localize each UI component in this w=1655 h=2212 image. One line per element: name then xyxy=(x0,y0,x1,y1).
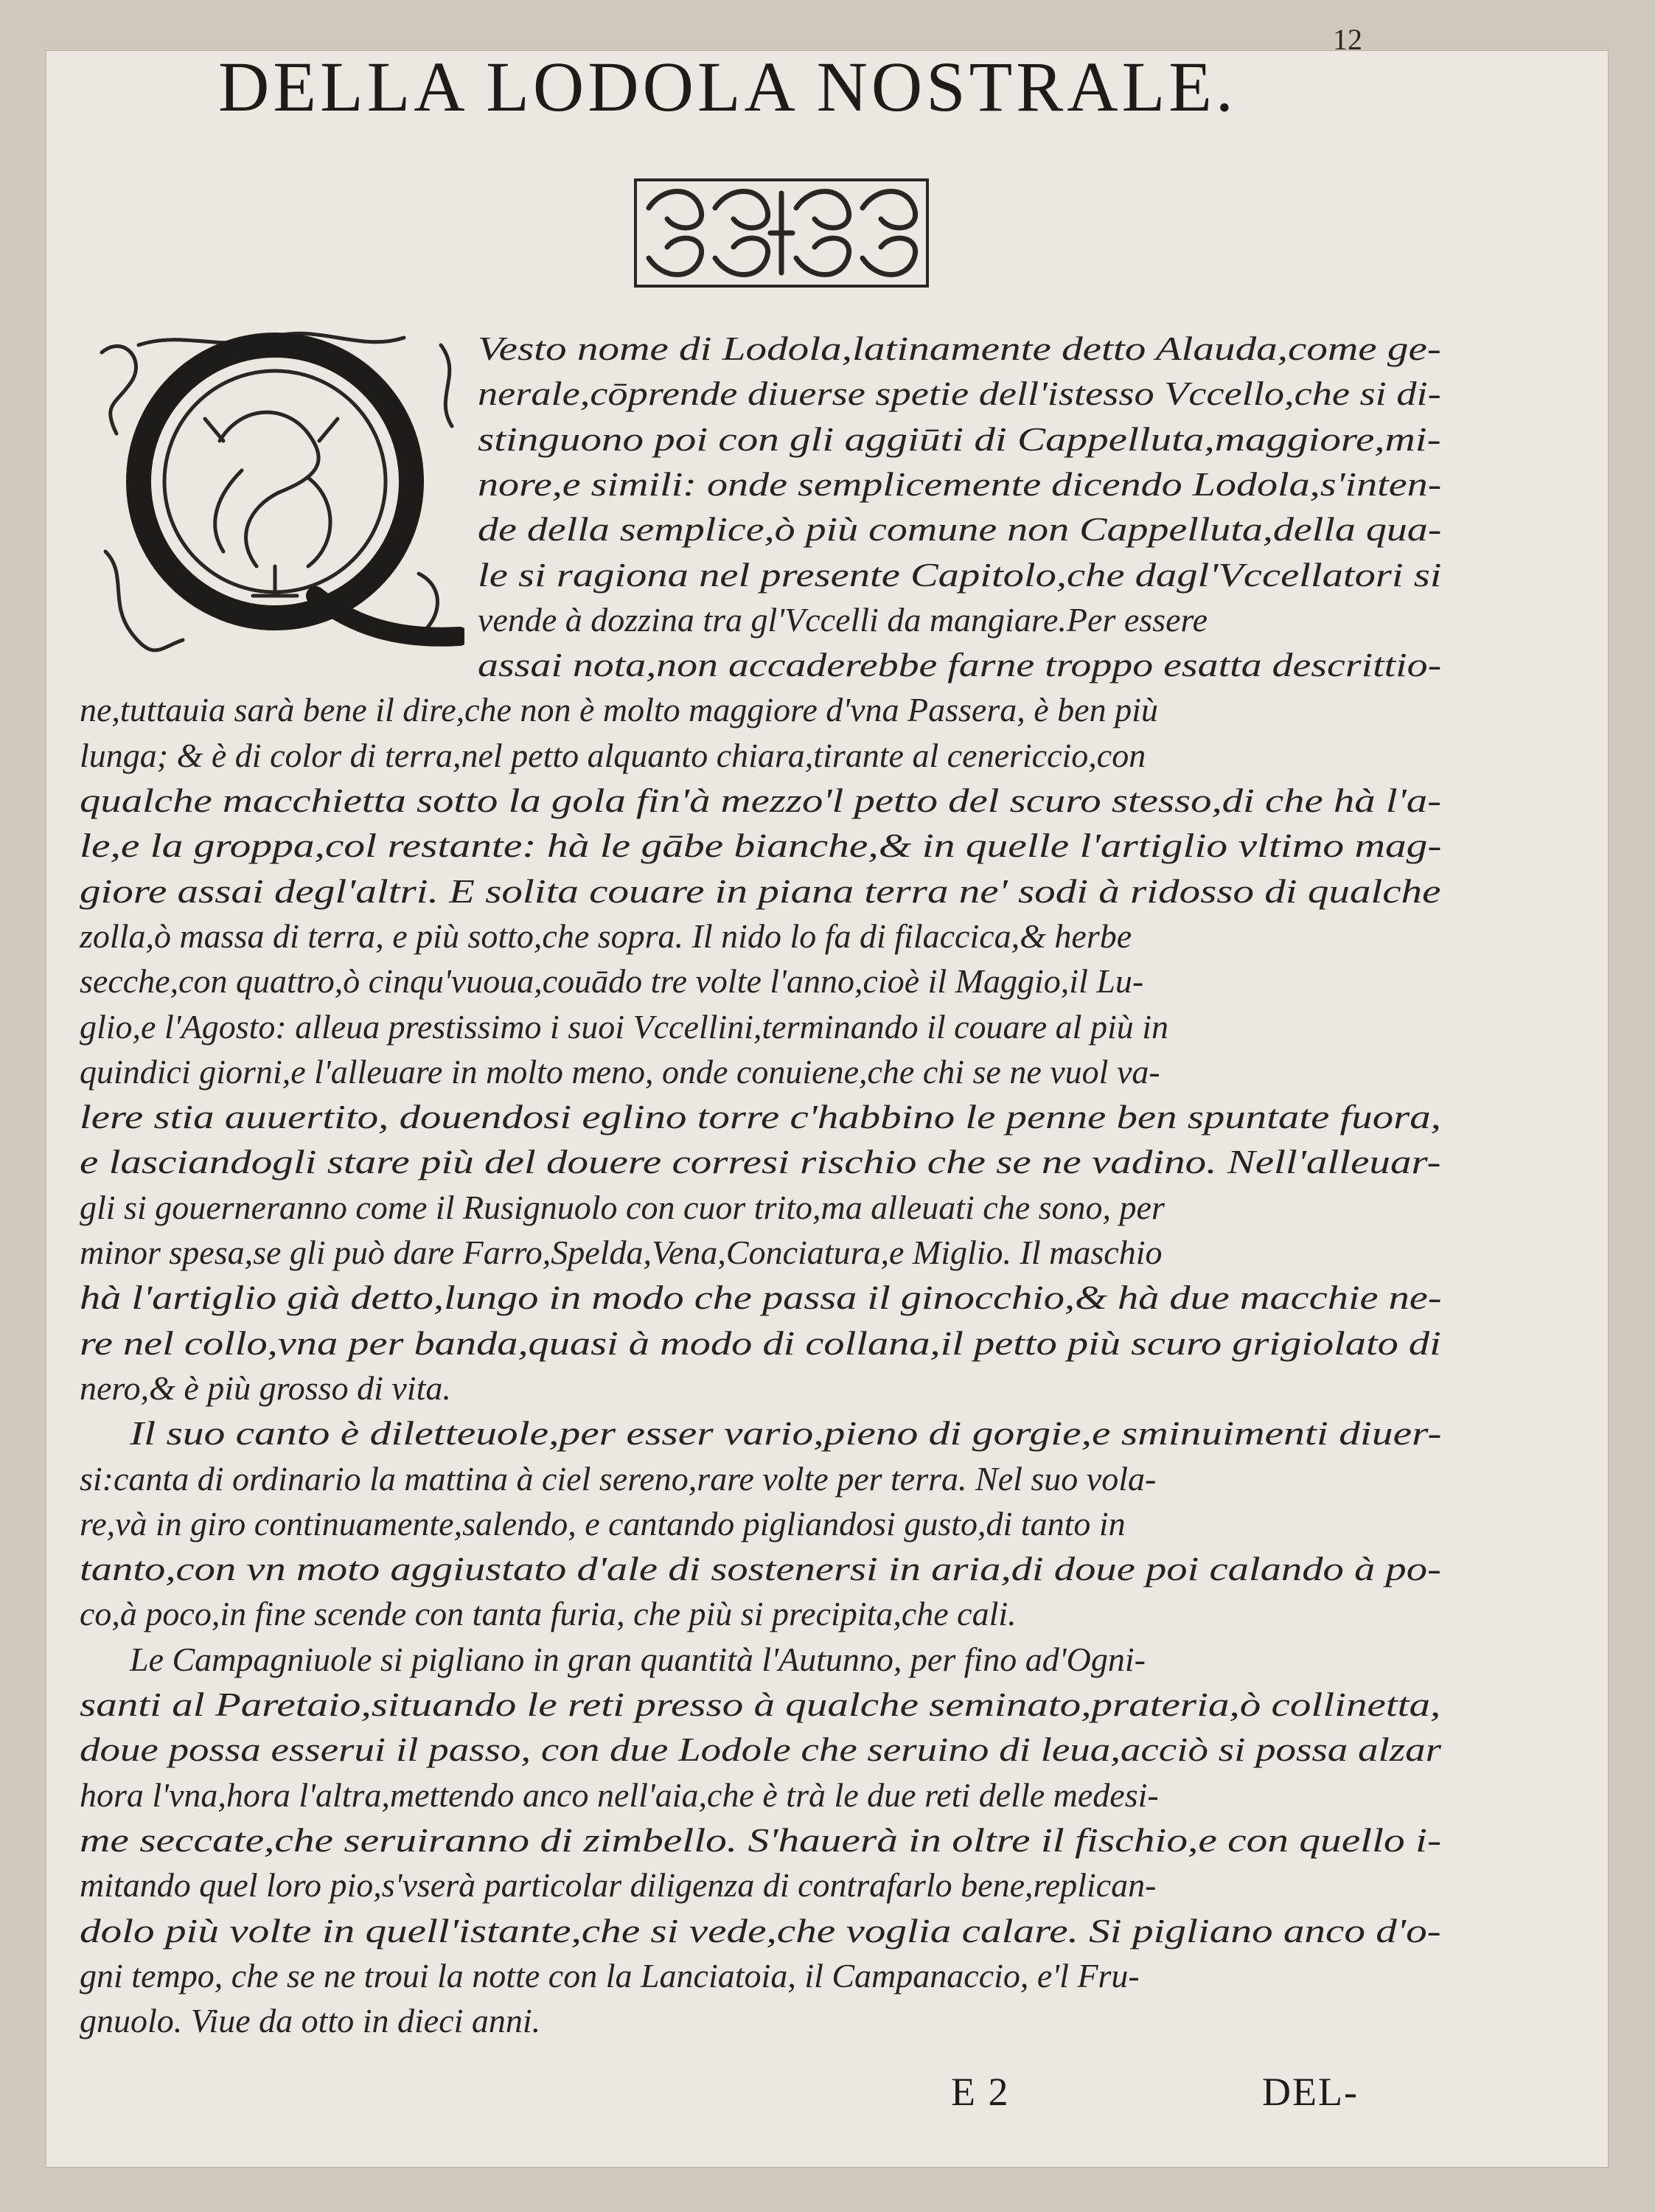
text-line: si:canta di ordinario la mattina à ciel sereno,rare volte per terra. Nel suo vola- xyxy=(80,1460,1157,1498)
text-line: nore,e simili: onde semplicemente dicendo Lodola,s'inten- xyxy=(478,465,1442,503)
text-line: de della semplice,ò più comune non Cappelluta,della qua- xyxy=(478,510,1442,548)
chapter-title: DELLA LODOLA NOSTRALE. xyxy=(218,47,1237,126)
text-line: minor spesa,se gli può dare Farro,Spelda,Vena,Conciatura,e Miglio. Il maschio xyxy=(80,1234,1163,1271)
text-line: re nel collo,vna per banda,quasi à modo di collana,il petto più scuro grigiolato di xyxy=(80,1324,1441,1362)
text-line: quindici giorni,e l'alleuare in molto meno, onde conuiene,che chi se ne vuol va- xyxy=(80,1053,1160,1091)
text-line: le,e la groppa,col restante: hà le gābe bianche,& in quelle l'artiglio vltimo mag- xyxy=(80,827,1442,864)
text-line: mitando quel loro pio,s'vserà particolar diligenza di contrafarlo bene,replican- xyxy=(80,1866,1157,1904)
text-line: hora l'vna,hora l'altra,mettendo anco nell'aia,che è trà le due reti delle medesi- xyxy=(80,1776,1159,1814)
text-line: nero,& è più grosso di vita. xyxy=(80,1369,451,1407)
text-line: zolla,ò massa di terra, e più sotto,che sopra. Il nido lo fa di filaccica,& herbe xyxy=(80,917,1132,955)
text-line: assai nota,non accaderebbe farne troppo esatta descrittio- xyxy=(478,646,1442,684)
text-line: lere stia auuertito, douendosi eglino torre c'habbino le penne ben spuntate fuora, xyxy=(80,1098,1441,1135)
text-line: gni tempo, che se ne troui la notte con la Lanciatoia, il Campanaccio, e'l Fru- xyxy=(80,1957,1140,1994)
text-line: re,và in giro continuamente,salendo, e cantando pigliandosi gusto,di tanto in xyxy=(80,1505,1126,1543)
text-line: glio,e l'Agosto: alleua prestissimo i suoi Vccellini,terminando il couare al più in xyxy=(80,1008,1169,1046)
text-line: dolo più volte in quell'istante,che si vede,che voglia calare. Si pigliano anco d'o- xyxy=(80,1912,1441,1950)
text-line: co,à poco,in fine scende con tanta furia, che più si precipita,che cali. xyxy=(80,1595,1017,1632)
catchword: DEL- xyxy=(1262,2070,1359,2114)
text-line: gli si gouerneranno come il Rusignuolo con cuor trito,ma alleuati che sono, per xyxy=(80,1189,1165,1226)
text-line: lunga; & è di color di terra,nel petto alquanto chiara,tirante al cenericcio,con xyxy=(80,737,1146,774)
text-line: vende à dozzina tra gl'Vccelli da mangiare.Per essere xyxy=(478,601,1208,639)
text-line: Il suo canto è diletteuole,per esser vario,pieno di gorgie,e sminuimenti diuer- xyxy=(130,1414,1442,1452)
decorated-initial-q xyxy=(94,330,464,656)
text-line: gnuolo. Viue da otto in dieci anni. xyxy=(80,2002,541,2039)
text-line: qualche macchietta sotto la gola fin'à mezzo'l petto del scuro stesso,di che hà l'a- xyxy=(80,782,1442,819)
text-line: hà l'artiglio già detto,lungo in modo che passa il ginocchio,& hà due macchie ne- xyxy=(80,1279,1442,1316)
text-line: me seccate,che seruiranno di zimbello. S'hauerà in oltre il fischio,e con quello i- xyxy=(80,1821,1442,1859)
text-line: ne,tuttauia sarà bene il dire,che non è molto maggiore d'vna Passera, è ben più xyxy=(80,691,1158,728)
text-line: e lasciandogli stare più del douere corresi rischio che se ne vadino. Nell'alleuar- xyxy=(80,1143,1441,1180)
text-line: stinguono poi con gli aggiūti di Cappelluta,maggiore,mi- xyxy=(478,420,1441,458)
text-line: doue possa esserui il passo, con due Lodole che seruino di leua,acciò si possa alzar xyxy=(80,1731,1442,1768)
text-line: giore assai degl'altri. E solita couare in piana terra ne' sodi à ridosso di qualche xyxy=(80,872,1441,910)
printers-ornament xyxy=(634,178,929,288)
text-line: Vesto nome di Lodola,latinamente detto Alauda,come ge- xyxy=(478,330,1441,367)
text-line: nerale,cōprende diuerse spetie dell'istesso Vccello,che si di- xyxy=(478,375,1441,412)
text-line: secche,con quattro,ò cinqu'vuoua,couādo tre volte l'anno,cioè il Maggio,il Lu- xyxy=(80,962,1144,1000)
text-line: santi al Paretaio,situando le reti presso à qualche seminato,prateria,ò collinetta, xyxy=(80,1686,1441,1723)
signature-mark: E 2 xyxy=(951,2070,1010,2114)
page-number: 12 xyxy=(1333,23,1362,56)
text-line: tanto,con vn moto aggiustato d'ale di sostenersi in aria,di doue poi calando à po- xyxy=(80,1550,1441,1587)
text-line: Le Campagniuole si pigliano in gran quantità l'Autunno, per fino ad'Ogni- xyxy=(130,1641,1146,1678)
text-line: le si ragiona nel presente Capitolo,che dagl'Vccellatori si xyxy=(478,556,1442,594)
